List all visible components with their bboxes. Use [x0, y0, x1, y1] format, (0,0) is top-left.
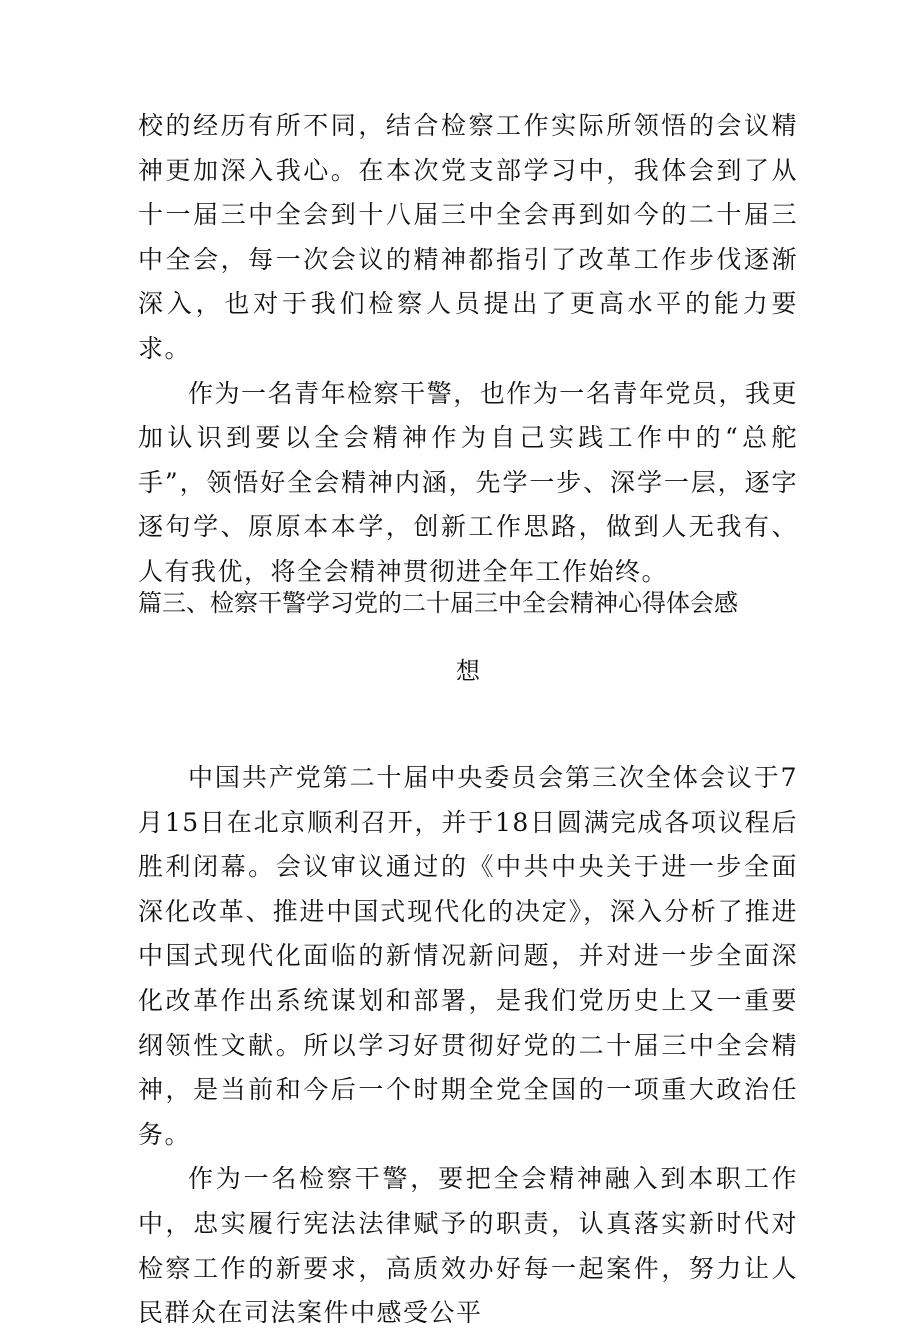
bottom-text-block	[138, 756, 798, 1336]
section-title	[138, 591, 798, 683]
paragraph-prosecutor-duty: 作为一名检察干警，要把全会精神融入到本职工作中，忠实履行宪法法律赋予的职责，认真落实新时代对检察工作的新要求，高质效办好每一起案件，努力让人民群众在司法案件中感受公平	[138, 1164, 798, 1328]
section-title-line-1: 篇三、检察干警学习党的二十届三中全会精神心得体会感	[138, 589, 738, 617]
paragraph-young-prosecutor: 作为一名青年检察干警，也作为一名青年党员，我更加认识到要以全会精神作为自己实践工作中的“总舵手”，领悟好全会精神内涵，先学一步、深学一层，逐字逐句学、原原本本学，创新工作思路，做到人无我有、人有我优，将全会精神贯彻进全年工作始终。	[138, 378, 798, 586]
top-text-block	[138, 104, 798, 595]
section-title-line-2: 想	[456, 657, 480, 685]
paragraph-continued: 校的经历有所不同，结合检察工作实际所领悟的会议精神更加深入我心。在本次党支部学习中，我体会到了从十一届三中全会到十八届三中全会再到如今的二十届三中全会，每一次会议的精神都指引了改革工作步伐逐渐深入，也对于我们检察人员提出了更高水平的能力要求。	[138, 111, 798, 363]
paragraph-plenary-session: 中国共产党第二十届中央委员会第三次全体会议于7月15日在北京顺利召开，并于18日圆满完成各项议程后胜利闭幕。会议审议通过的《中共中央关于进一步全面深化改革、推进中国式现代化的决定》，深入分析了推进中国式现代化面临的新情况新问题，并对进一步全面深化改革作出系统谋划和部署，是我们党历史上又一重要纲领性文献。所以学习好贯彻好党的二十届三中全会精神，是当前和今后一个时期全党全国的一项重大政治任务。	[138, 763, 798, 1149]
